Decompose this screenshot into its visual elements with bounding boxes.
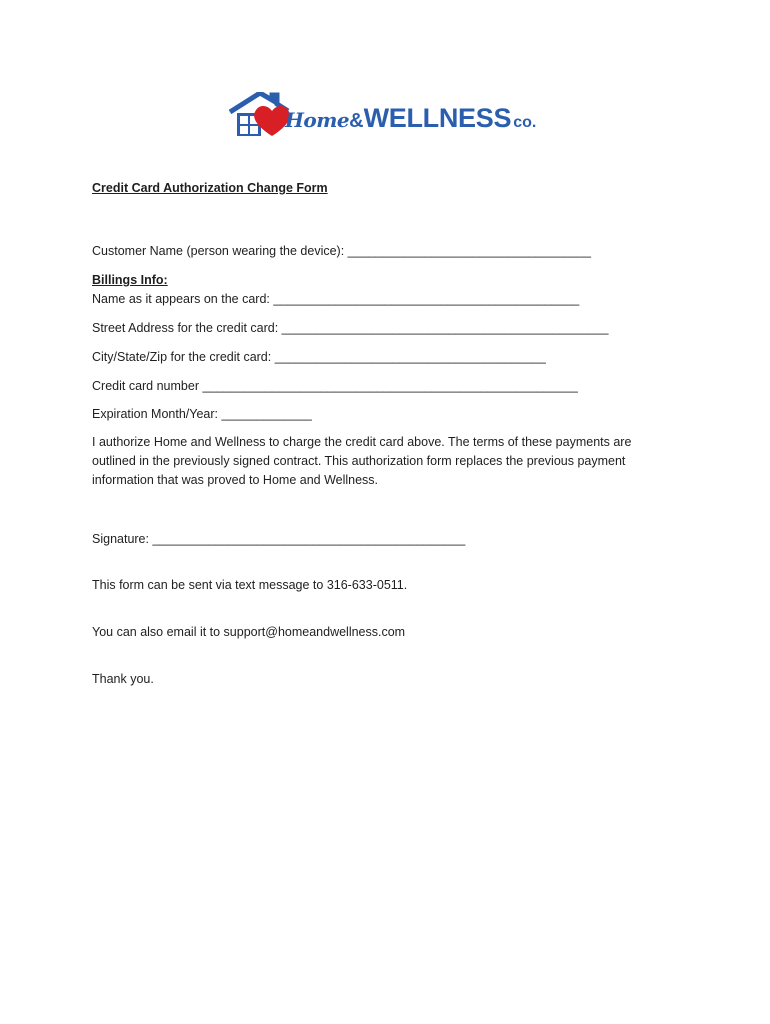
thank-you-text: Thank you. — [92, 672, 154, 686]
street-address-line: Street Address for the credit card: _______________________________________________ — [92, 321, 609, 335]
customer-name-line: Customer Name (person wearing the device): ___________________________________ — [92, 244, 591, 258]
card-number-line: Credit card number ______________________________________________________ — [92, 379, 578, 393]
logo-co-text: co. — [513, 114, 537, 131]
text-message-note: This form can be sent via text message to 316-633-0511. — [92, 578, 408, 592]
form-title: Credit Card Authorization Change Form — [92, 181, 328, 195]
company-logo — [228, 92, 548, 142]
city-state-zip-line: City/State/Zip for the credit card: _______________________________________ — [92, 350, 546, 364]
logo-wellness-text: WELLNESS — [363, 103, 512, 133]
email-note: You can also email it to support@homeandwellness.com — [92, 625, 406, 639]
name-on-card-line: Name as it appears on the card: ____________________________________________ — [92, 292, 580, 306]
billing-info-heading: Billings Info: — [92, 273, 168, 287]
logo-home-text: Home — [285, 108, 350, 132]
expiration-line: Expiration Month/Year: _____________ — [92, 407, 312, 421]
signature-line: Signature: _____________________________________________ — [92, 532, 466, 546]
authorization-paragraph: I authorize Home and Wellness to charge the credit card above. The terms of these payments are outlined in the previously signed contract. This authorization form replaces the previous payment information that was proved to Home and Wellness. — [92, 435, 632, 487]
logo-wordmark — [285, 103, 536, 138]
logo-ampersand: & — [349, 110, 364, 132]
